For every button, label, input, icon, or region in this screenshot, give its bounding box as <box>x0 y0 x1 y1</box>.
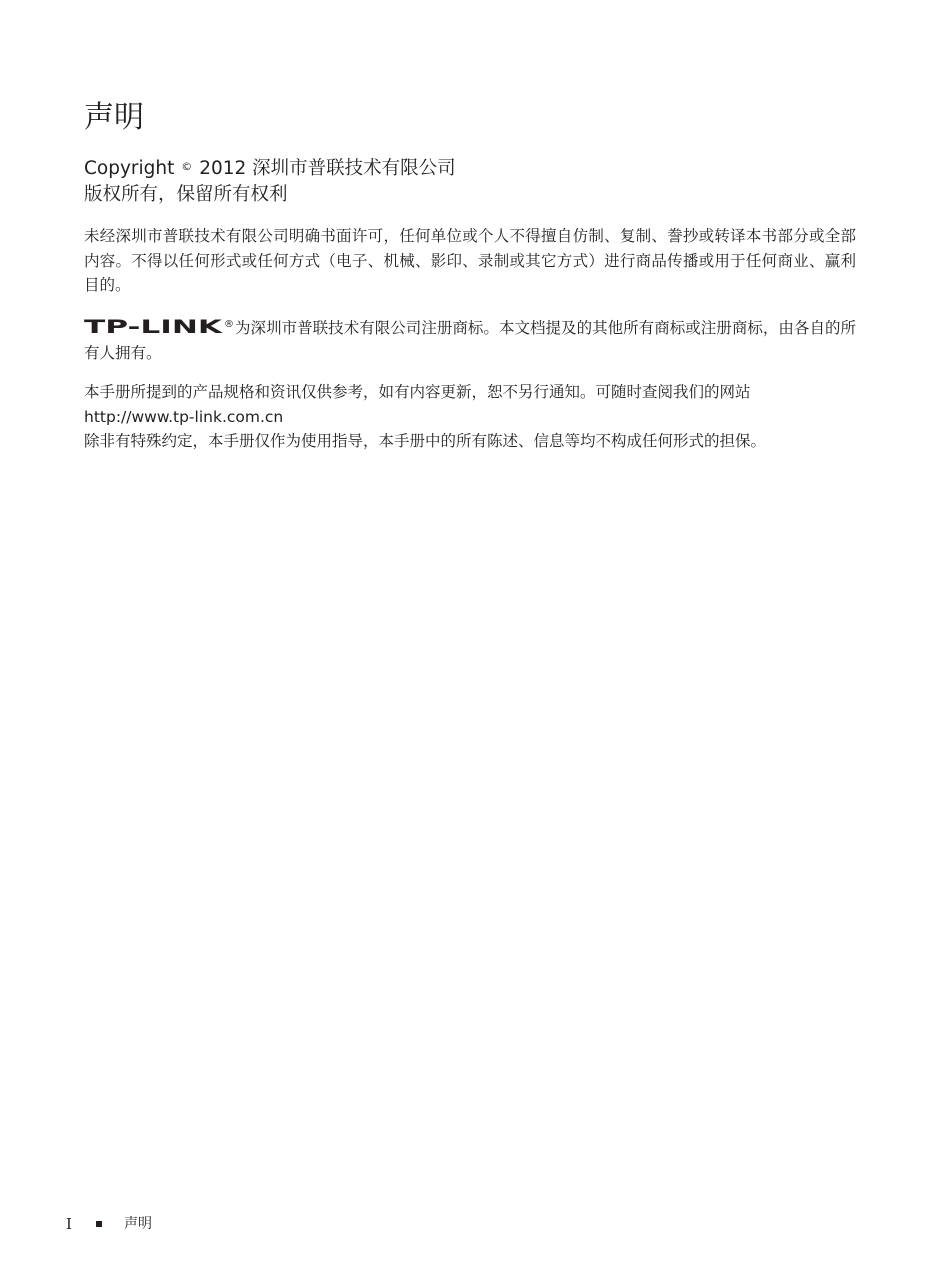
footer-section-label: 声明 <box>124 1216 152 1232</box>
page-number: I <box>66 1215 72 1233</box>
logo-text: TP-LINK <box>84 317 224 335</box>
tp-link-logo-graphic <box>84 317 224 335</box>
trademark-text: 为深圳市普联技术有限公司注册商标。本文档提及的其他所有商标或注册商标，由各自的所有人拥有。 <box>84 319 856 362</box>
square-bullet-icon <box>96 1221 102 1227</box>
copyright-symbol: © <box>181 160 193 173</box>
copyright-year-company: 2012 深圳市普联技术有限公司 <box>199 158 456 179</box>
website-url: http://www.tp-link.com.cn <box>84 407 284 426</box>
disclaimer-line-1: 本手册所提到的产品规格和资讯仅供参考，如有内容更新，恕不另行通知。可随时查阅我们的网站 <box>84 383 751 401</box>
disclaimer-line-3: 除非有特殊约定，本手册仅作为使用指导，本手册中的所有陈述、信息等均不构成任何形式的担保。 <box>84 432 767 450</box>
copyright-prefix: Copyright <box>84 158 175 179</box>
rights-reserved: 版权所有，保留所有权利 <box>84 184 288 205</box>
copyright-line <box>84 154 456 182</box>
reproduction-notice: 未经深圳市普联技术有限公司明确书面许可，任何单位或个人不得擅自仿制、复制、誊抄或转译本书部分或全部内容。不得以任何形式或任何方式（电子、机械、影印、录制或其它方式）进行商品传播或用于任何商业、赢利目的。 <box>84 227 856 294</box>
disclaimer-notice <box>84 380 856 454</box>
tp-link-logo <box>84 317 224 335</box>
registered-mark: ® <box>224 319 234 330</box>
trademark-notice <box>84 313 856 365</box>
page-title: 声明 <box>84 100 144 135</box>
copyright-block <box>84 154 456 208</box>
